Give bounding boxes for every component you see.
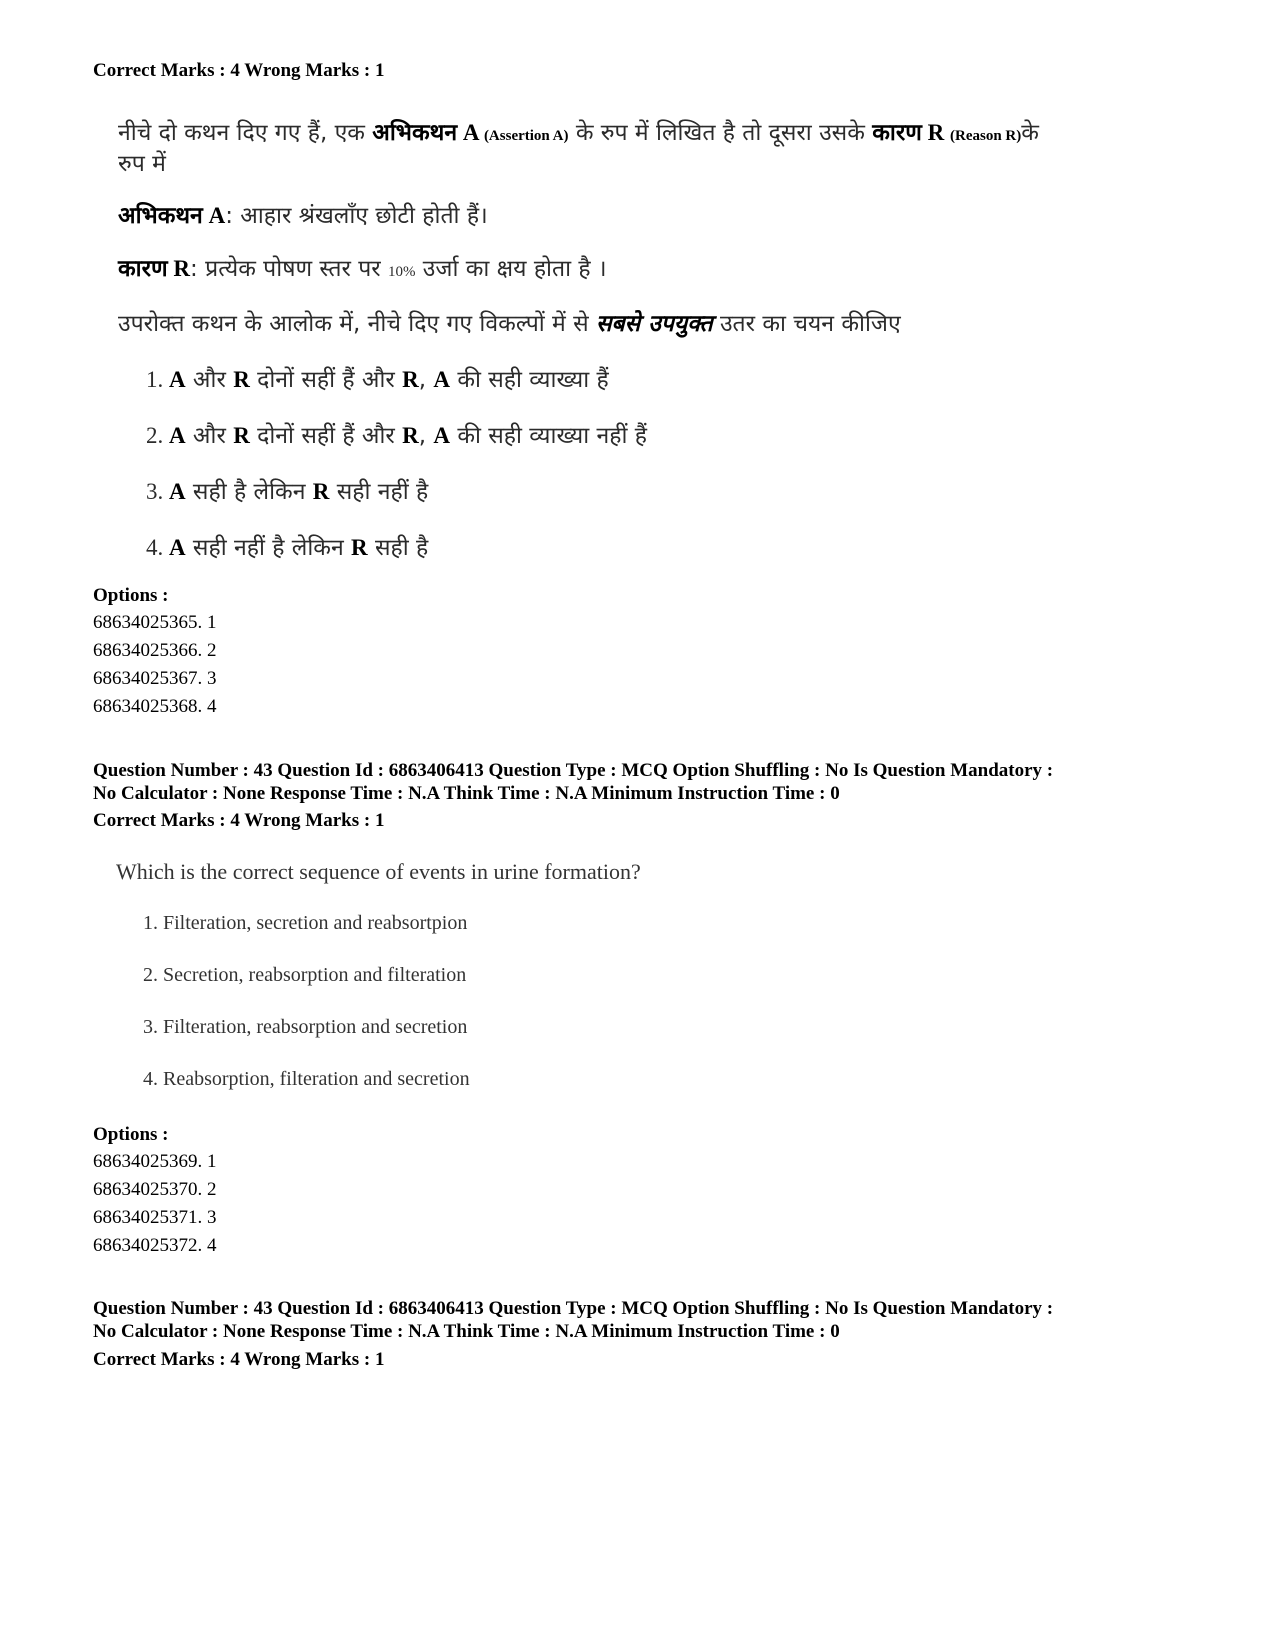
option-item: 68634025372. 4 — [93, 1235, 217, 1256]
choice-4: 4. A सही नहीं है लेकिन R सही है — [146, 535, 429, 561]
choice-1: 1. Filteration, secretion and reabsortpion — [143, 912, 468, 934]
question-intro-line2: रुप में — [118, 151, 166, 177]
marks-line: Correct Marks : 4 Wrong Marks : 1 — [93, 1349, 385, 1370]
marks-line: Correct Marks : 4 Wrong Marks : 1 — [93, 810, 385, 831]
instruction-line: उपरोक्त कथन के आलोक में, नीचे दिए गए विकल्पों में से सबसे उपयुक्त उतर का चयन कीजिए — [118, 311, 901, 337]
question-header-line2: No Calculator : None Response Time : N.A Think Time : N.A Minimum Instruction Time : 0 — [93, 1321, 840, 1342]
choice-2: 2. A और R दोनों सहीं हैं और R, A की सही व्याख्या नहीं हैं — [146, 423, 647, 449]
marks-line: Correct Marks : 4 Wrong Marks : 1 — [93, 60, 385, 81]
options-label: Options : — [93, 1124, 169, 1145]
option-item: 68634025368. 4 — [93, 696, 217, 717]
option-item: 68634025366. 2 — [93, 640, 217, 661]
choice-3: 3. A सही है लेकिन R सही नहीं है — [146, 479, 429, 505]
question-text: Which is the correct sequence of events in urine formation? — [116, 859, 641, 884]
option-item: 68634025369. 1 — [93, 1151, 217, 1172]
option-item: 68634025367. 3 — [93, 668, 217, 689]
choice-3: 3. Filteration, reabsorption and secretion — [143, 1016, 468, 1038]
option-item: 68634025371. 3 — [93, 1207, 217, 1228]
choice-4: 4. Reabsorption, filteration and secretion — [143, 1068, 470, 1090]
question-header-line1: Question Number : 43 Question Id : 6863406413 Question Type : MCQ Option Shuffling : No Is Question Mandatory : — [93, 760, 1054, 781]
choice-1: 1. A और R दोनों सहीं हैं और R, A की सही व्याख्या हैं — [146, 367, 609, 393]
choice-2: 2. Secretion, reabsorption and filteration — [143, 964, 467, 986]
options-label: Options : — [93, 585, 169, 606]
option-item: 68634025365. 1 — [93, 612, 217, 633]
question-intro-line1: नीचे दो कथन दिए गए हैं, एक अभिकथन A (Assertion A) के रुप में लिखित है तो दूसरा उसके कारण R (Reason R)के — [118, 120, 1039, 146]
reason-line: कारण R: प्रत्येक पोषण स्तर पर 10% उर्जा का क्षय होता है । — [118, 256, 607, 282]
question-header-line2: No Calculator : None Response Time : N.A Think Time : N.A Minimum Instruction Time : 0 — [93, 783, 840, 804]
assertion-line: अभिकथन A: आहार श्रंखलाँए छोटी होती हैं। — [118, 203, 488, 229]
question-header-line1: Question Number : 43 Question Id : 6863406413 Question Type : MCQ Option Shuffling : No Is Question Mandatory : — [93, 1298, 1054, 1319]
option-item: 68634025370. 2 — [93, 1179, 217, 1200]
